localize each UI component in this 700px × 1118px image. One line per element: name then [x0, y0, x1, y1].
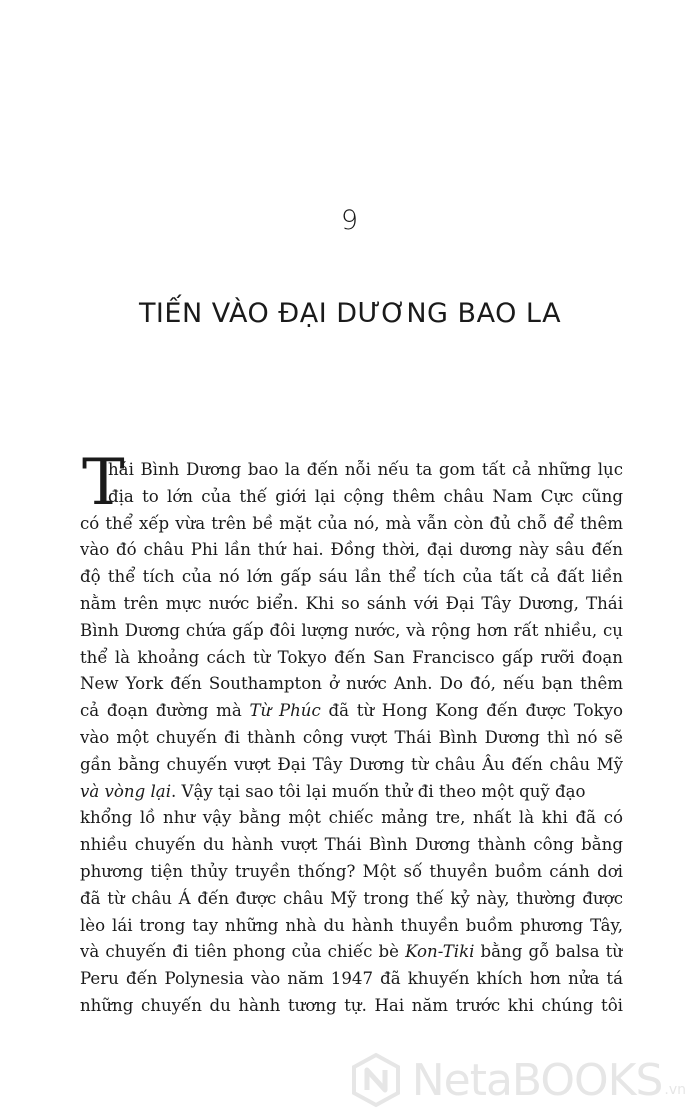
text-line: hái Bình Dương bao la đến nỗi nếu ta gom tất cả những lục	[108, 460, 623, 479]
body-text	[80, 457, 623, 1020]
text-line: phương tiện thủy truyền thống? Một số thuyền buồm cánh dơi	[80, 861, 623, 881]
watermark-suffix: .vn	[664, 1082, 686, 1098]
n-hexagon-logo-icon	[348, 1052, 404, 1108]
watermark	[348, 1052, 686, 1108]
text-line: thể là khoảng cách từ Tokyo đến San Francisco gấp rưỡi đoạn	[80, 647, 623, 667]
text-line: New York đến Southampton ở nước Anh. Do đó, nếu bạn thêm	[80, 674, 623, 694]
italic-phrase: và vòng lại	[80, 781, 171, 801]
text-line: nằm trên mực nước biển. Khi so sánh với Đại Tây Dương, Thái	[80, 593, 623, 613]
watermark-brand: NetaBOOKS	[411, 1054, 663, 1106]
text-line: độ thể tích của nó lớn gấp sáu lần thể tích của tất cả đất liền	[80, 567, 623, 587]
italic-title: Từ Phúc	[249, 701, 321, 721]
chapter-number: 9	[340, 205, 360, 236]
text-segment: bằng gỗ balsa từ	[474, 942, 623, 962]
text-line: những chuyến du hành tương tự. Hai năm trước khi chúng tôi	[80, 995, 623, 1015]
text-line: đã từ châu Á đến được châu Mỹ trong thế kỷ này, thường được	[80, 888, 623, 908]
text-segment: đã từ Hong Kong đến được Tokyo	[320, 701, 623, 721]
text-segment: . Vậy tại sao tôi lại muốn thử đi theo một quỹ đạo	[171, 781, 586, 801]
text-line: Peru đến Polynesia vào năm 1947 đã khuyến khích hơn nửa tá	[80, 969, 623, 989]
chapter-title: TIẾN VÀO ĐẠI DƯƠNG BAO LA	[138, 298, 562, 329]
text-line	[80, 779, 623, 806]
text-line: khổng lồ như vậy bằng một chiếc mảng tre, nhất là khi đã có	[80, 808, 623, 828]
text-line: vào đó châu Phi lần thứ hai. Đồng thời, đại dương này sâu đến	[80, 540, 623, 560]
text-segment: cả đoạn đường mà	[80, 701, 250, 721]
text-line: có thể xếp vừa trên bề mặt của nó, mà vẫn còn đủ chỗ để thêm	[80, 513, 623, 533]
text-line: Bình Dương chứa gấp đôi lượng nước, và rộng hơn rất nhiều, cụ	[80, 620, 623, 640]
text-line: lèo lái trong tay những nhà du hành thuyền buồm phương Tây,	[80, 915, 623, 935]
text-line: nhiều chuyến du hành vượt Thái Bình Dương thành công bằng	[80, 835, 623, 855]
text-line: vào một chuyến đi thành công vượt Thái Bình Dương thì nó sẽ	[80, 727, 623, 747]
text-segment: và chuyến đi tiên phong của chiếc bè	[80, 942, 406, 962]
drop-cap: T	[82, 446, 125, 520]
italic-title: Kon-Tiki	[405, 942, 475, 962]
text-line: gần bằng chuyến vượt Đại Tây Dương từ châu Âu đến châu Mỹ	[80, 754, 623, 774]
text-line	[80, 698, 623, 725]
text-line: địa to lớn của thế giới lại cộng thêm châu Nam Cực cũng	[108, 486, 623, 506]
text-line	[80, 939, 623, 966]
